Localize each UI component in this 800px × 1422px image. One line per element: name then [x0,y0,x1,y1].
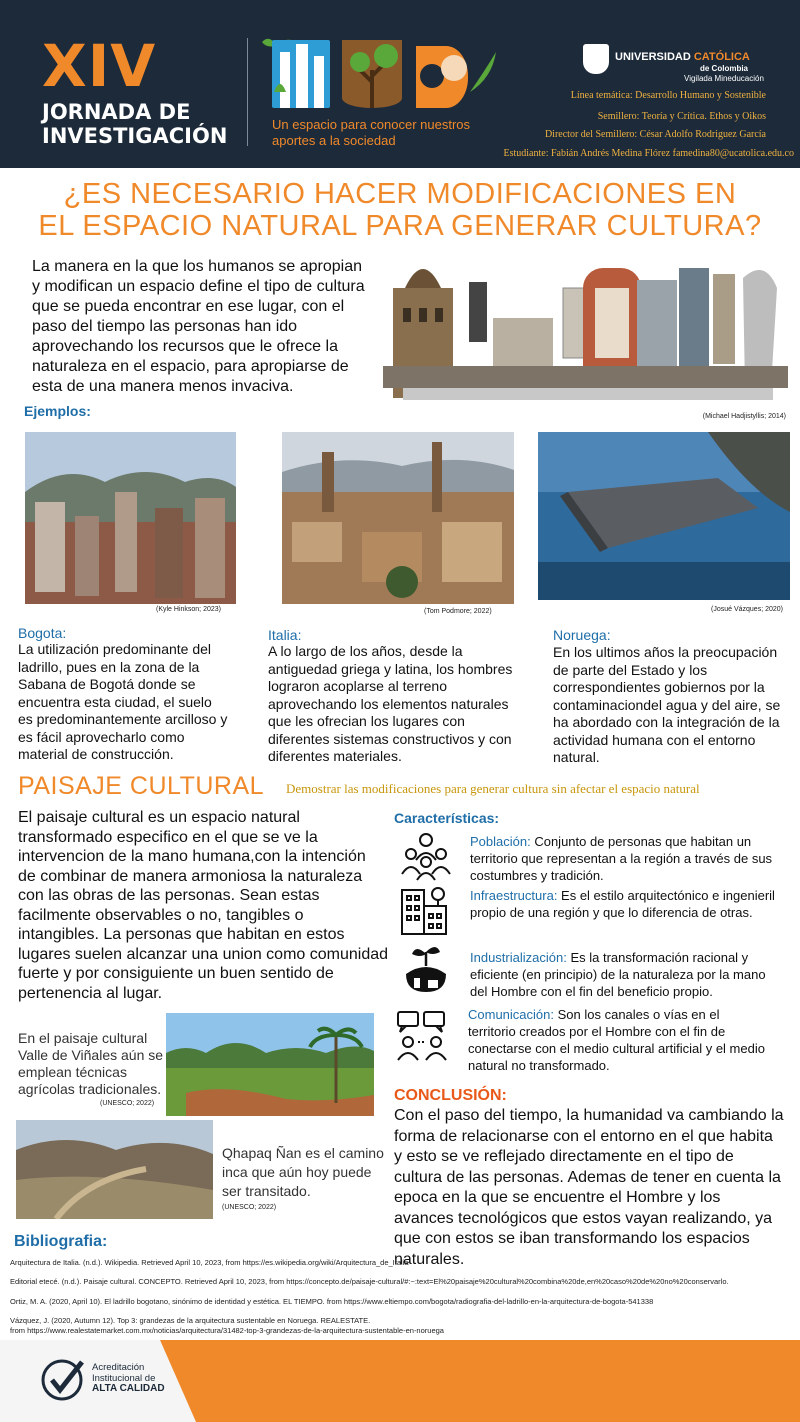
collage-caption: (Michael Hadjistyllis; 2014) [702,413,786,420]
event-logo-icon [256,32,506,114]
university-sub: de Colombia [700,64,749,73]
industrializacion-text: Industrialización: Es la transformación racional y eficiente (en principio) de la naturaleza por la mano del Hombre con el fin del beneficio propio. [470,950,766,999]
university-vigilada: Vigilada Mineducación [684,74,764,83]
semillero: Semillero: Teoría y Crítica. Ethos y Oikos [597,111,766,122]
noruega-text: En los ultimos años la preocupación de parte del Estado y los correspondientes gobiernos por la contaminaciondel agua y del aire, se ha abordado con la integración de la actividad humana con el entorno natural. [553,644,781,765]
bib-ref: Vázquez, J. (2020, Autumn 12). Top 3: grandezas de la arquitectura sustentable en Noruega. REALESTATE. [10,1316,371,1325]
examples-label: Ejemplos: [24,403,91,419]
accreditation-text: Acreditación Institucional de ALTA CALIDAD [92,1362,165,1394]
qhapaq-text: Qhapaq Ñan es el camino inca que aún hoy puede ser transitado. [222,1145,384,1199]
caracteristicas-label: Características: [394,810,500,826]
plant-factory-icon [400,942,452,994]
bib-ref: Editorial etecé. (n.d.). Paisaje cultural. CONCEPTO. Retrieved April 10, 2023, from https://concepto.de/paisaje-cultural/#:~:text=El%20paisaje%20cultural%20combina%20de,en%20caso%20de%20no%20conservarlo. [10,1277,729,1286]
paisaje-text: El paisaje cultural es un espacio natural transformado especifico en el que se ve la intervencion de la mano humana,con la intención de combinar de manera armoniosa la naturaleza con las obras de las personas. Sean estas facilmente observables o no, tangibles o intangibles. La personas que habitan en estos lugares suelen alcanzar una union como comunidad fuerte y por consiguiente un buen sentido de pertenencia al lugar. [18,809,389,1002]
intro-text: La manera en la que los humanos se apropian y modifican un espacio define el tipo de cultura que se pueda encontrar en ese lugar, con el paso del tiempo las personas han ido aprovechando los recursos que le ofrece la naturaleza en el espacio, para apropiarse de esta de una manera menos invaciva. [32,258,365,395]
people-icon [400,830,452,882]
qhapaq-caption: (UNESCO; 2022) [222,1204,277,1211]
chat-icon [396,1010,448,1062]
bogota-title: Bogota: [18,625,67,641]
page-title: ¿ES NECESARIO HACER MODIFICACIONES EN EL ESPACIO NATURAL PARA GENERAR CULTURA? [38,178,762,242]
university-name: UNIVERSIDAD CATÓLICA [615,51,750,63]
comunicacion-text: Comunicación: Son los canales o vías en el territorio creados por el Hombre con el fin de conectarse con el medio cultural artificial y el medio natural no transformado. [468,1007,765,1073]
bib-ref: Ortiz, M. A. (2020, April 10). El ladrillo bogotano, sinónimo de identidad y estética. EL TIEMPO. from https://www.eltiempo.com/bogota/radiografia-del-ladrillo-en-la-arquitectura-de-bogota-541338 [10,1297,654,1306]
noruega-photo [538,432,790,600]
italia-caption: (Tom Podmore; 2022) [424,608,492,615]
university-shield-icon [583,44,609,74]
noruega-title: Noruega: [553,627,611,643]
header-divider [247,38,248,146]
linea-tematica: Línea temática: Desarrollo Humano y Sostenible [570,90,766,101]
conclusion-text: Con el paso del tiempo, la humanidad va cambiando la forma de relacionarse con el entorno en el que habita y esto se ve reflejado directamente en el tipo de cultura de las personas. Ademas de tener en cuenta la epoca en la que se encuentre el Hombre y los avances tecnológicos que estos vayan realizando, ya que con estos se iban transformando los espacios naturales. [394,1107,784,1268]
bib-ref: from https://www.realestatemarket.com.mx/noticias/arquitectura/31482-top-3-grandezas-de-la-arquitectura-sustentable-en-noruega [10,1326,444,1335]
infraestructura-text: Infraestructura: Es el estilo arquitectónico e ingenieril propio de una región y que lo diferencia de otras. [470,888,775,920]
qhapaq-photo [16,1120,213,1219]
italia-photo [282,432,514,604]
bogota-caption: (Kyle Hinkson; 2023) [156,606,221,613]
noruega-caption: (Josué Vázques; 2020) [711,606,783,613]
paisaje-title: PAISAJE CULTURAL [18,772,265,800]
paisaje-subtitle: Demostrar las modificaciones para generar cultura sin afectar el espacio natural [286,781,700,796]
bogota-photo [25,432,236,604]
vinales-photo [166,1013,374,1116]
vinales-text: En el paisaje cultural Valle de Viñales aún se emplean técnicas agrícolas tradicionales. [18,1030,164,1097]
estudiante: Estudiante: Fabián Andrés Medina Flórez famedina80@ucatolica.edu.co [503,148,794,159]
accreditation-check-icon [40,1356,90,1402]
buildings-icon [400,884,452,936]
event-title: JORNADA DE INVESTIGACIÓN [42,100,228,148]
bogota-text: La utilización predominante del ladrillo, pues en la zona de la Sabana de Bogotá donde se encuentra esta ciudad, el suelo es predominantemente arcilloso y es fácil aprovecharlo como material de construcción. [18,641,228,762]
architecture-collage-image [383,248,788,408]
vinales-caption: (UNESCO; 2022) [100,1100,155,1107]
italia-title: Italia: [268,627,302,643]
event-edition: XIV [42,32,157,100]
bib-ref: Arquitectura de Italia. (n.d.). Wikipedia. Retrieved April 10, 2023, from https://es.wikipedia.org/wiki/Arquitectura_de_Italia [10,1258,409,1267]
conclusion-label: CONCLUSIÓN: [394,1087,507,1104]
event-tagline: Un espacio para conocer nuestros aportes a la sociedad [272,117,471,148]
director: Director del Semillero: César Adolfo Rodriguez García [544,129,766,140]
italia-text: A lo largo de los años, desde la antiguedad griega y latina, los hombres lograron acoplarse al terreno aprovechando los elementos naturales que les ofrecian los lugares con diferentes sistemas constructivos y con diferentes materiales. [268,643,513,764]
poblacion-text: Población: Conjunto de personas que habitan un territorio que representan a la región a través de sus costumbres y tradición. [470,834,773,883]
bibliografia-label: Bibliografia: [14,1233,108,1250]
